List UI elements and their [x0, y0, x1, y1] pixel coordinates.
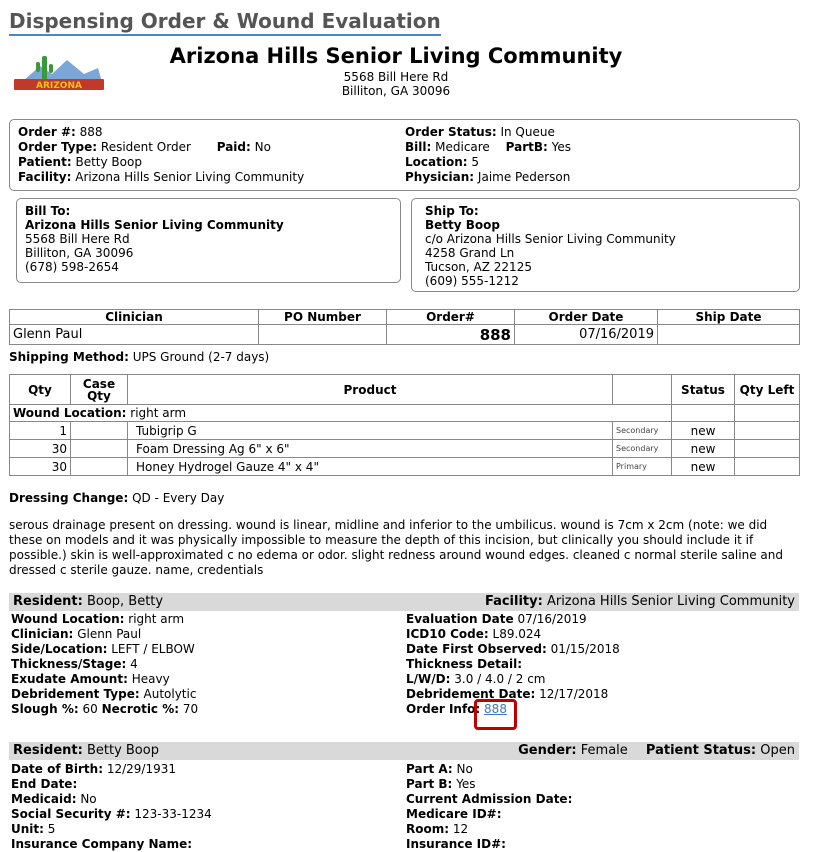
evaluation-resident: Boop, Betty	[86, 594, 164, 609]
order-date-cell: 07/16/2019	[515, 325, 658, 345]
evaluation-facility: Arizona Hills Senior Living Community	[546, 594, 795, 609]
page-title: Dispensing Order & Wound Evaluation	[9, 9, 441, 36]
evaluation-left: Wound Location: right arm Clinician: Glenn Paul Side/Location: LEFT / ELBOW Thickness/Stage: 4 Exudate Amount: Heavy Debridement Type: Autolytic Slough %: 60 Necrotic %: 70	[11, 612, 199, 716]
table-row: 30 Foam Dressing Ag 6" x 6" Secondary new	[10, 440, 800, 458]
bill-value: Medicare	[435, 140, 490, 154]
order-summary-table: Clinician PO Number Order# Order Date Ship Date Glenn Paul 888 07/16/2019	[9, 309, 800, 345]
clinician-cell: Glenn Paul	[10, 325, 259, 345]
table-row: 30 Honey Hydrogel Gauze 4" x 4" Primary new	[10, 458, 800, 476]
partb-value: Yes	[551, 140, 572, 154]
product-name: Tubigrip G	[128, 422, 613, 440]
dressing-change: Dressing Change: QD - Every Day	[9, 491, 225, 505]
order-type: Resident Order	[100, 140, 191, 154]
products-table: Qty Case Qty Product Status Qty Left Wound Location: right arm 1 Tubigrip G Secondary new 30 Foam Dressing Ag 6" x 6" Secondary new 30 Honey Hydrogel Gauze 4" x 4" Primary new	[9, 374, 800, 476]
ship-to-phone: (609) 555-1212	[425, 274, 519, 288]
product-name: Honey Hydrogel Gauze 4" x 4"	[128, 458, 613, 476]
order-number: 888	[79, 125, 103, 139]
physician-name: Jaime Pederson	[477, 170, 571, 184]
resident-name: Betty Boop	[86, 743, 159, 758]
ship-to-box: Ship To: Betty Boop c/o Arizona Hills Senior Living Community 4258 Grand Ln Tucson, AZ 22125 (609) 555-1212	[411, 198, 800, 292]
facility-name: Arizona Hills Senior Living Community	[169, 44, 623, 68]
order-number-cell: 888	[387, 325, 515, 345]
gender-value: Female	[580, 743, 628, 758]
product-name: Foam Dressing Ag 6" x 6"	[128, 440, 613, 458]
patient-name: Betty Boop	[75, 155, 142, 169]
table-row: 1 Tubigrip G Secondary new	[10, 422, 800, 440]
paid-value: No	[254, 140, 271, 154]
facility-address: 5568 Bill Here Rd Billiton, GA 30096	[341, 70, 451, 98]
bill-to-box: Bill To: Arizona Hills Senior Living Community 5568 Bill Here Rd Billiton, GA 30096 (678) 598-2654	[16, 198, 401, 283]
resident-left: Date of Birth: 12/29/1931 End Date: Medicaid: No Social Security #: 123-33-1234 Unit: 5 Insurance Company Name:	[11, 762, 212, 851]
order-info-link[interactable]: 888	[484, 702, 507, 716]
bill-to-name: Arizona Hills Senior Living Community	[25, 218, 284, 232]
order-status: In Queue	[500, 125, 555, 139]
resident-header: Resident: Betty Boop Gender: Female Patient Status: Open	[9, 742, 799, 760]
bill-to-phone: (678) 598-2654	[25, 260, 119, 274]
resident-right: Part A: No Part B: Yes Current Admission Date: Medicare ID#: Room: 12 Insurance ID#:	[406, 762, 573, 851]
order-info-box: Order #: 888 Order Type: Resident Order Paid: No Patient: Betty Boop Facility: Arizona Hills Senior Living Community Order Status: In Queue Bill: Medicare PartB: Yes Location: 5 Physician: Jaime Pederson	[9, 119, 800, 191]
svg-text:ARIZONA: ARIZONA	[36, 81, 82, 91]
shipping-method: Shipping Method: UPS Ground (2-7 days)	[9, 350, 270, 364]
order-info-highlight	[474, 699, 517, 730]
order-facility: Arizona Hills Senior Living Community	[75, 170, 305, 184]
evaluation-header: Resident: Boop, Betty Facility: Arizona Hills Senior Living Community	[9, 593, 799, 611]
ship-to-name: Betty Boop	[425, 218, 500, 232]
patient-status: Open	[760, 743, 795, 758]
evaluation-notes: serous drainage present on dressing. wound is linear, midline and inferior to the umbilicus. wound is 7cm x 2cm (note: we did these on models and it was physically impossible to measure the depth of this incision, but clinically you should include it if possible.) skin is well-approximated c no edema or odor. slight redness around wound edges. cleaned c normal sterile saline and dressed c sterile gauze. name, credentials	[9, 518, 783, 577]
evaluation-right: Evaluation Date 07/16/2019 ICD10 Code: L89.024 Date First Observed: 01/15/2018 Thickness Detail: L/W/D: 3.0 / 4.0 / 2 cm Debridement Date: 12/17/2018 Order Info: 888	[406, 612, 620, 716]
location-value: 5	[471, 155, 480, 169]
wound-location-row: Wound Location: right arm	[10, 405, 672, 422]
